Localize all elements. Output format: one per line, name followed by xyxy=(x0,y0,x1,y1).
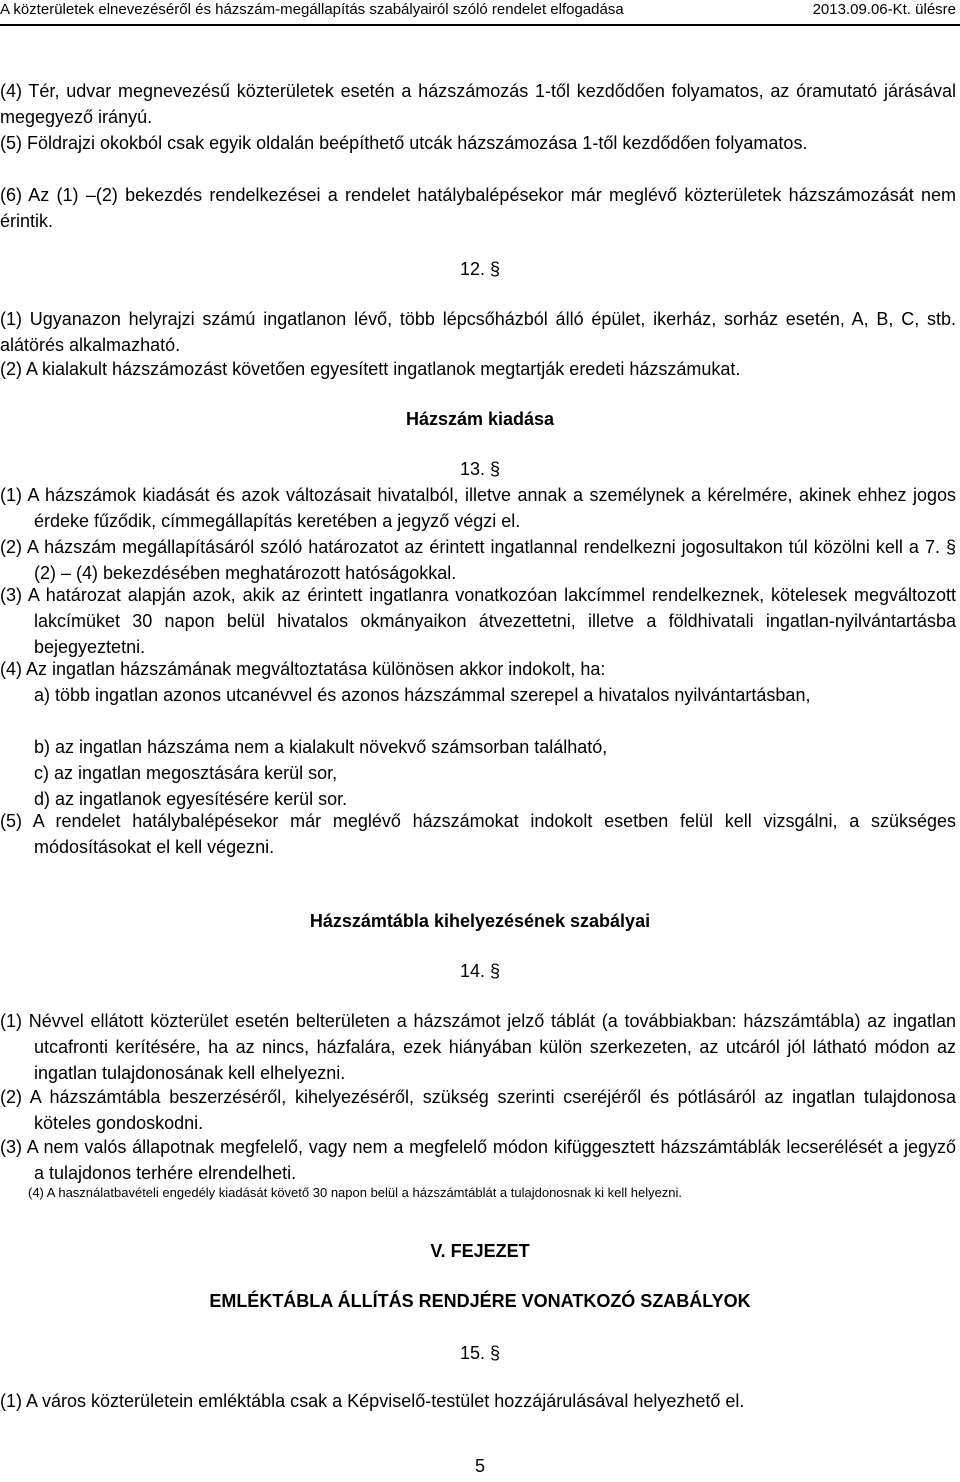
paragraph-12-2: (2) A kialakult házszámozást követően egyesített ingatlanok megtartják eredeti házszámukat. xyxy=(0,359,741,379)
paragraph-13-1: (1) A házszámok kiadását és azok változásait hivatalból, illetve annak a személynek a kérelmére, akinek ehhez jogos érdeke fűződik, címmegállapítás keretében a jegyző végzi el. xyxy=(0,485,956,531)
paragraph-11-6: (6) Az (1) –(2) bekezdés rendelkezései a rendelet hatálybalépésekor már meglévő közterületek házszámozását nem érintik. xyxy=(0,185,956,231)
header-rule xyxy=(0,24,960,26)
paragraph-13-4-b: b) az ingatlan házszáma nem a kialakult növekvő számsorban található, xyxy=(34,737,608,757)
paragraph-15-1: (1) A város közterületein emléktábla csak a Képviselő-testület hozzájárulásával helyezhető el. xyxy=(0,1391,745,1411)
header-date: 2013.09.06-Kt. ülésre xyxy=(812,1,956,18)
paragraph-13-2: (2) A házszám megállapításáról szóló határozatot az érintett ingatlannal rendelkezni jogosultakon túl közölni kell a 7. § (2) – (4) bekezdésében meghatározott hatóságokkal. xyxy=(0,537,956,583)
page-number: 5 xyxy=(474,1456,485,1476)
heading-hazszamtabla: Házszámtábla kihelyezésének szabályai xyxy=(309,911,651,931)
page-header xyxy=(0,0,960,26)
paragraph-13-3: (3) A határozat alapján azok, akik az érintett ingatlanra vonatkozóan lakcímmel rendelkeznek, kötelesek megváltozott lakcímüket 30 napon belül hivatalos okmányaikon átvezettetni, illetve a földhivatali ingatlan-nyilvántartásba bejegyeztetni. xyxy=(0,585,956,657)
paragraph-11-5: (5) Földrajzi okokból csak egyik oldalán beépíthető utcák házszámozása 1-től kezdődően folyamatos. xyxy=(0,133,808,153)
section-14-heading: 14. § xyxy=(459,961,501,981)
section-13-heading: 13. § xyxy=(459,459,501,479)
section-12-heading: 12. § xyxy=(459,259,501,279)
paragraph-12-1: (1) Ugyanazon helyrajzi számú ingatlanon lévő, több lépcsőházból álló épület, ikerház, sorház esetén, A, B, C, stb. alátörés alkalmazható. xyxy=(0,309,956,355)
paragraph-13-4-a: a) több ingatlan azonos utcanévvel és azonos házszámmal szerepel a hivatalos nyilvántartásban, xyxy=(34,685,811,705)
paragraph-14-2: (2) A házszámtábla beszerzéséről, kihelyezéséről, szükség szerinti cseréjéről és pótlásáról az ingatlan tulajdonosa köteles gondoskodni. xyxy=(0,1087,956,1133)
paragraph-14-1: (1) Névvel ellátott közterület esetén belterületen a házszámot jelző táblát (a továbbiakban: házszámtábla) az ingatlan utcafronti kerítésére, ha az nincs, házfalára, ezek hiányában külön szerkezeten, az utcáról jól látható módon az ingatlan tulajdonosának kell elhelyezni. xyxy=(0,1011,956,1083)
paragraph-13-4-c: c) az ingatlan megosztására kerül sor, xyxy=(34,763,338,783)
chapter-title: EMLÉKTÁBLA ÁLLÍTÁS RENDJÉRE VONATKOZÓ SZABÁLYOK xyxy=(209,1291,751,1311)
heading-hazszam-kiadasa: Házszám kiadása xyxy=(405,409,555,429)
section-15-heading: 15. § xyxy=(459,1343,501,1363)
paragraph-13-5: (5) A rendelet hatálybalépésekor már meglévő házszámokat indokolt esetben felül kell vizsgálni, a szükséges módosításokat el kell végezni. xyxy=(0,811,956,857)
paragraph-13-4-d: d) az ingatlanok egyesítésére kerül sor. xyxy=(34,789,348,809)
paragraph-11-4: (4) Tér, udvar megnevezésű közterületek esetén a házszámozás 1-től kezdődően folyamatos, az óramutató járásával megegyező irányú. xyxy=(0,81,956,127)
paragraph-14-3: (3) A nem valós állapotnak megfelelő, vagy nem a megfelelő módon kifüggesztett házszámtáblák lecserélését a jegyző a tulajdonos terhére elrendelheti. xyxy=(0,1137,956,1183)
header-title: A közterületek elnevezéséről és házszám-megállapítás szabályairól szóló rendelet elfogadása xyxy=(0,1,624,18)
paragraph-14-4: (4) A használatbavételi engedély kiadását követő 30 napon belül a házszámtáblát a tulajdonosnak ki kell helyezni. xyxy=(28,1185,683,1200)
paragraph-13-4: (4) Az ingatlan házszámának megváltoztatása különösen akkor indokolt, ha: xyxy=(0,659,606,679)
chapter-number: V. FEJEZET xyxy=(430,1241,530,1261)
